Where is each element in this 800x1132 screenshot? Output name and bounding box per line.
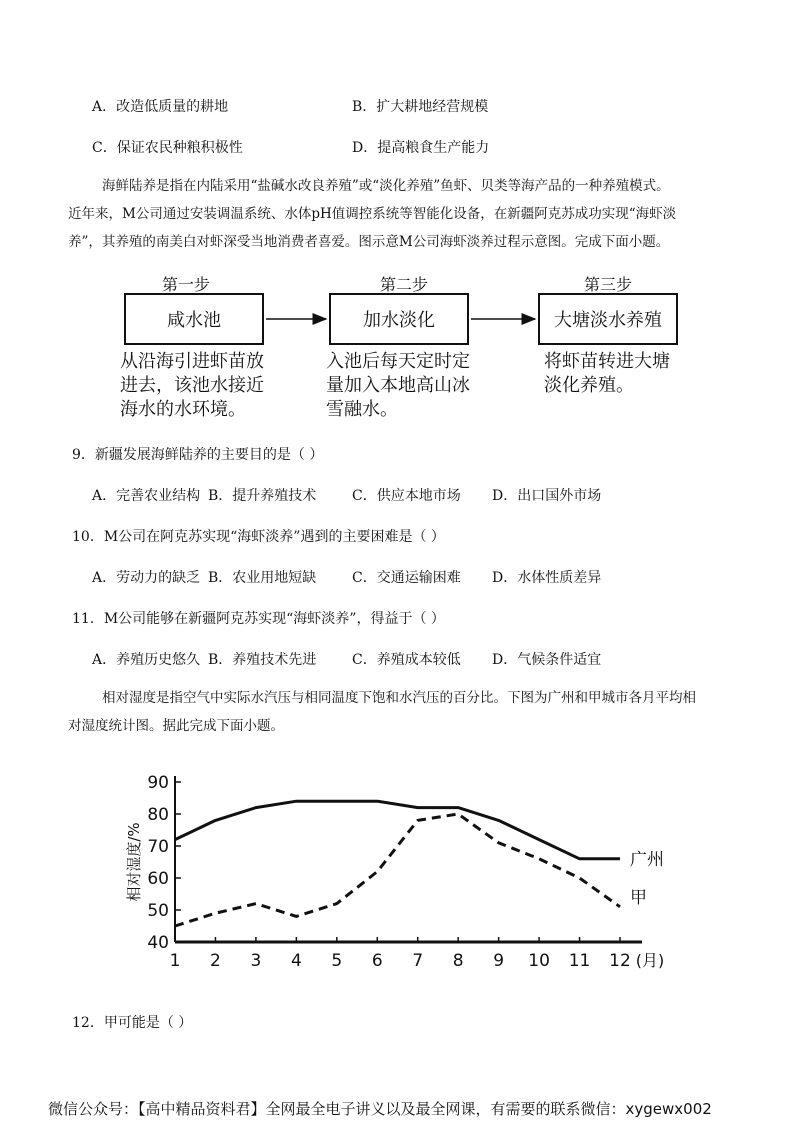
x-tick-label: 11 — [568, 951, 591, 971]
q10-option-d: D．水体性质差异 — [492, 570, 602, 586]
y-tick-label: 50 — [147, 901, 169, 921]
q9-option-b: B．提升养殖技术 — [208, 488, 317, 504]
x-tick-label: 7 — [412, 951, 424, 971]
q10-option-b: B．农业用地短缺 — [208, 570, 317, 586]
step3-desc: 将虾苗转进大塘 淡化养殖。 — [544, 351, 670, 396]
x-unit-label: (月) — [635, 951, 665, 970]
q11-option-d: D．气候条件适宜 — [492, 652, 602, 668]
q10-stem: 10．M公司在阿克苏实现“海虾淡养”遇到的主要困难是（ ） — [72, 529, 445, 545]
step1-label: 第一步 — [162, 275, 211, 294]
q9-option-a: A．完善农业结构 — [92, 488, 201, 504]
passage1-line2: 近年来，M公司通过安装调温系统、水体pH值调控系统等智能化设备，在新疆阿克苏成功实现“海虾淡 — [68, 206, 677, 222]
x-tick-label: 5 — [331, 951, 343, 971]
x-tick-label: 2 — [210, 951, 221, 971]
passage2-line2: 对湿度统计图。据此完成下面小题。 — [68, 718, 284, 734]
y-tick-label: 90 — [147, 773, 169, 793]
step1-box: 咸水池 — [124, 293, 264, 345]
option-b: B．扩大耕地经营规模 — [352, 99, 489, 115]
passage1-line3: 养”，其养殖的南美白对虾深受当地消费者喜爱。图示意M公司海虾淡养过程示意图。完成下面小题。 — [68, 234, 670, 250]
q11-option-b: B．养殖技术先进 — [208, 652, 317, 668]
option-c: C．保证农民种粮积极性 — [92, 140, 243, 156]
flow-arrows — [0, 0, 800, 400]
y-tick-label: 70 — [147, 837, 169, 857]
q10-option-c: C．交通运输困难 — [352, 570, 461, 586]
x-tick-label: 3 — [250, 951, 262, 971]
q10-option-a: A．劳动力的缺乏 — [92, 570, 201, 586]
q9-option-d: D．出口国外市场 — [492, 488, 602, 504]
x-tick-label: 12 — [609, 951, 631, 971]
q12-stem: 12．甲可能是（ ） — [72, 1015, 193, 1031]
option-a: A．改造低质量的耕地 — [92, 99, 229, 115]
step2-label: 第二步 — [380, 275, 429, 294]
step2-box: 加水淡化 — [329, 293, 469, 345]
x-tick-label: 10 — [528, 951, 550, 971]
x-tick-label: 9 — [493, 951, 505, 971]
step3-box: 大塘淡水养殖 — [538, 293, 678, 345]
option-d: D．提高粮食生产能力 — [352, 140, 490, 156]
footer-watermark: 微信公众号：【高中精品资料君】全网最全电子讲义以及最全网课，有需要的联系微信：xygewx002 — [48, 1100, 712, 1118]
series-label-0: 广州 — [630, 849, 664, 870]
q9-option-c: C．供应本地市场 — [352, 488, 461, 504]
series-line-0 — [175, 801, 620, 859]
x-tick-label: 6 — [371, 951, 383, 971]
y-tick-label: 40 — [147, 933, 169, 953]
passage1-line1: 海鲜陆养是指在内陆采用“盐碱水改良养殖”或“淡化养殖”鱼虾、贝类等海产品的一种养殖模式。 — [102, 178, 670, 194]
x-tick-label: 8 — [452, 951, 464, 971]
y-tick-label: 80 — [147, 805, 169, 825]
step3-label: 第三步 — [584, 275, 633, 294]
series-label-1: 甲 — [630, 887, 647, 908]
humidity-chart — [0, 760, 800, 980]
q11-stem: 11．M公司能够在新疆阿克苏实现“海虾淡养”，得益于（ ） — [72, 611, 445, 627]
passage2-line1: 相对湿度是指空气中实际水汽压与相同温度下饱和水汽压的百分比。下图为广州和甲城市各月平均相 — [102, 690, 696, 706]
y-tick-label: 60 — [147, 869, 169, 889]
x-tick-label: 4 — [290, 951, 302, 971]
x-tick-label: 1 — [169, 951, 181, 971]
step2-desc: 入池后每天定时定 量加入本地高山冰 雪融水。 — [326, 351, 470, 420]
q11-option-a: A．养殖历史悠久 — [92, 652, 201, 668]
series-line-1 — [175, 814, 620, 926]
step1-desc: 从沿海引进虾苗放 进去，该池水接近 海水的水环境。 — [120, 351, 264, 420]
q9-stem: 9．新疆发展海鲜陆养的主要目的是（ ） — [72, 447, 324, 463]
y-axis-label: 相对湿度/% — [125, 822, 143, 902]
q11-option-c: C．养殖成本较低 — [352, 652, 461, 668]
